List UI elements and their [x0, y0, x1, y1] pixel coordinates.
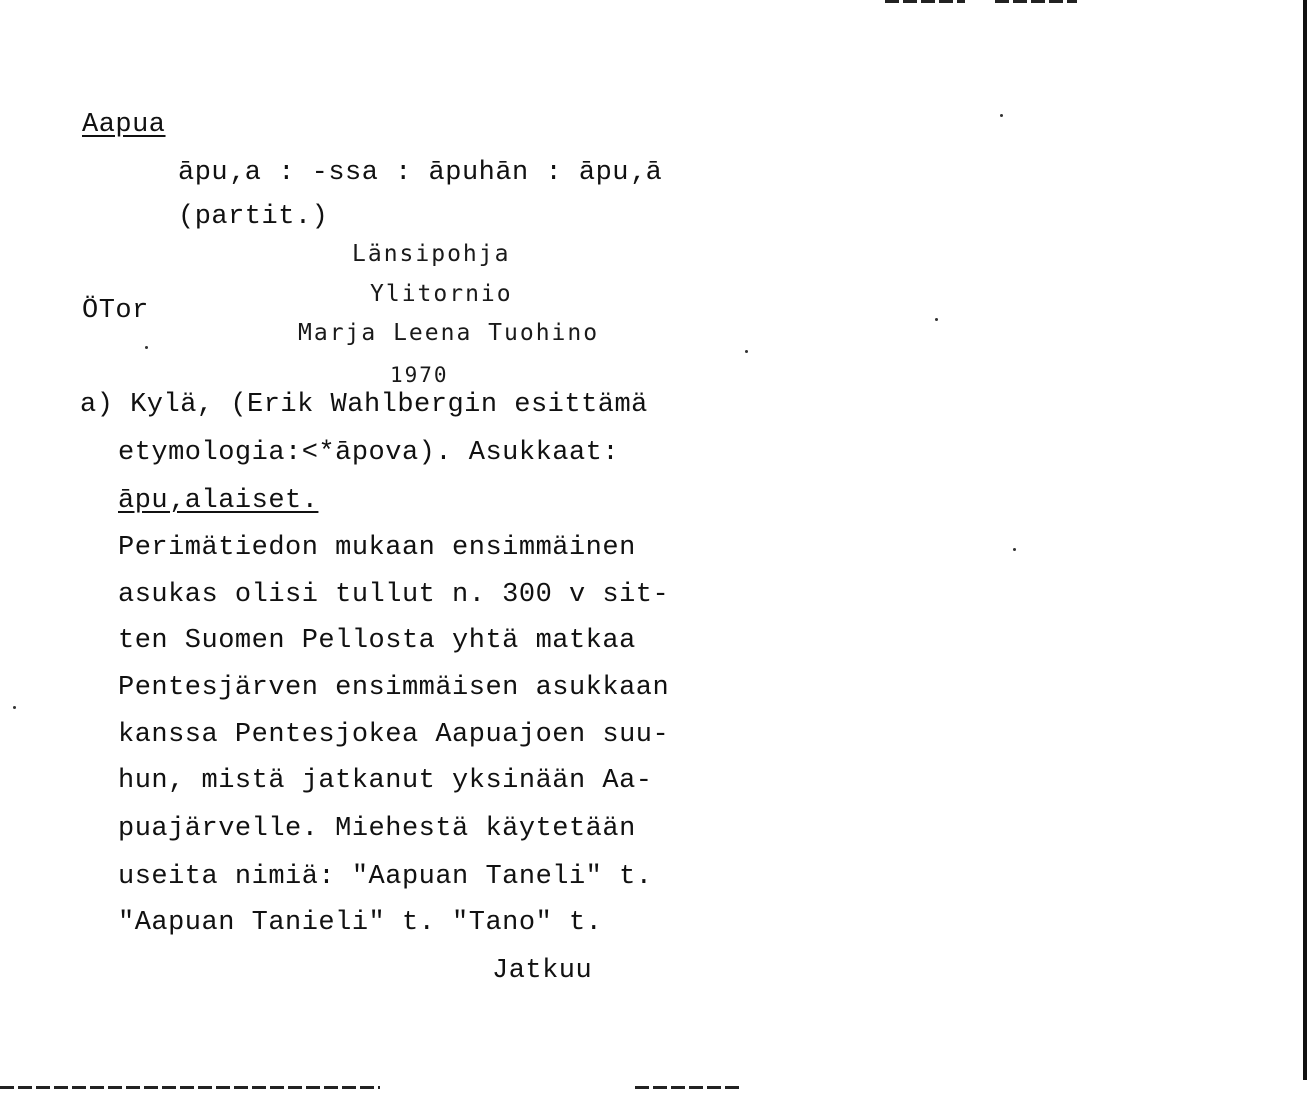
- body-line: Pentesjärven ensimmäisen asukkaan: [118, 673, 670, 703]
- body-line: "Aapuan Tanieli" t. "Tano" t.: [118, 908, 603, 938]
- parish-code: ÖTor: [82, 296, 149, 326]
- headword: Aapua: [82, 110, 166, 140]
- inflection-forms: āpu‚a : -ssa : āpuhān : āpu‚ā: [178, 158, 663, 188]
- body-line: puajärvelle. Miehestä käytetään: [118, 814, 636, 844]
- body-line: hun, mistä jatkanut yksinään Aa-: [118, 766, 653, 796]
- bottom-edge-mark: [635, 1086, 740, 1089]
- inflection-note: (partit.): [178, 202, 329, 232]
- body-line: useita nimiä: "Aapuan Taneli" t.: [118, 862, 653, 892]
- body-line: ten Suomen Pellosta yhtä matkaa: [118, 626, 636, 656]
- body-line: a) Kylä, (Erik Wahlbergin esittämä: [80, 390, 648, 420]
- continues-label: Jatkuu: [492, 956, 593, 986]
- speck: [1013, 548, 1016, 551]
- body-line: āpu‚alaiset.: [118, 486, 319, 516]
- speck: [145, 346, 148, 349]
- stamp-parish: Ylitornio: [370, 281, 513, 307]
- speck: [1000, 114, 1003, 117]
- speck: [745, 350, 748, 353]
- body-line: asukas olisi tullut n. 300 v sit-: [118, 580, 670, 610]
- speck: [13, 706, 16, 709]
- top-edge-mark: [995, 0, 1077, 3]
- stamp-collector: Marja Leena Tuohino: [298, 320, 600, 346]
- body-line: etymologia:<*āpova). Asukkaat:: [118, 438, 620, 468]
- body-line: Perimätiedon mukaan ensimmäinen: [118, 533, 636, 563]
- stamp-region: Länsipohja: [352, 241, 511, 267]
- body-line: kanssa Pentesjokea Aapuajoen suu-: [118, 720, 670, 750]
- card-right-edge: [1303, 0, 1307, 1080]
- top-edge-mark: [885, 0, 965, 3]
- speck: [935, 318, 938, 321]
- bottom-edge-mark: [0, 1086, 380, 1089]
- stamp-year: 1970: [390, 363, 449, 387]
